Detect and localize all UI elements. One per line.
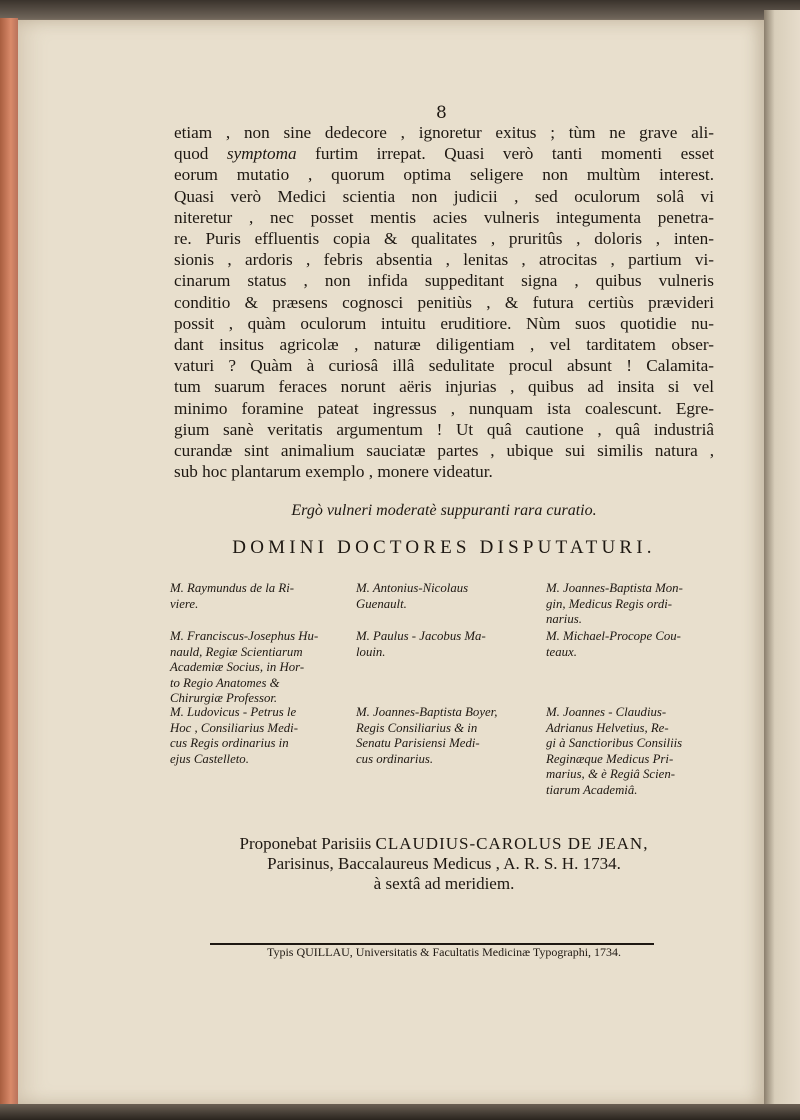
body-text-run: vaturi ? Quàm à curiosâ illâ sedulitate procul absunt ! Calamita- bbox=[174, 356, 714, 376]
doctor-entry-line: Reginæque Medicus Pri- bbox=[546, 751, 674, 766]
proponebat-line-3: à sextâ ad meridiem. bbox=[373, 874, 515, 893]
proponebat-line-1 bbox=[174, 834, 714, 854]
doctor-entry-line: tiarum Academiâ. bbox=[546, 782, 638, 797]
doctor-entry-line: Hoc , Consiliarius Medi- bbox=[170, 720, 298, 735]
doctor-entry-line: M. Paulus - Jacobus Ma- bbox=[356, 629, 486, 643]
body-line bbox=[174, 143, 714, 164]
doctor-entry-line: M. Joannes-Baptista Mon- bbox=[546, 581, 683, 595]
body-line bbox=[174, 164, 714, 185]
doctor-entry-line: ejus Castelleto. bbox=[170, 751, 249, 766]
body-text-run: eorum mutatio , quorum optima seligere non multùm interest. bbox=[174, 165, 714, 185]
body-text-run: Quasi verò Medici scientia non judicii , sed oculorum solâ vi bbox=[174, 186, 714, 206]
proponebat-prefix: Proponebat Parisiis bbox=[239, 834, 372, 853]
body-line bbox=[174, 334, 714, 355]
doctor-entry-line: narius. bbox=[546, 612, 582, 627]
body-line bbox=[174, 228, 714, 249]
doctor-entry-line: cus ordinarius. bbox=[356, 751, 434, 766]
body-text-run: curandæ sint animalium sauciatæ partes , ubique sui similis natura , bbox=[174, 441, 714, 461]
doctor-entry-line: louin. bbox=[356, 644, 386, 659]
doctor-entry bbox=[356, 581, 546, 629]
doctor-entry-line: nauld, Regiæ Scientiarum bbox=[170, 644, 303, 659]
doctor-entry-line: Academiæ Socius, in Hor- bbox=[170, 660, 305, 675]
body-paragraph bbox=[174, 122, 714, 482]
body-text-run: tum suarum feraces norunt aëris injurias , quibus ad insita si vel bbox=[174, 377, 714, 397]
doctor-entry bbox=[546, 629, 720, 705]
doctor-entry bbox=[356, 705, 546, 799]
candidate-name: CLAUDIUS-CAROLUS DE JEAN, bbox=[375, 834, 649, 853]
body-line bbox=[174, 461, 714, 482]
doctors-row bbox=[170, 629, 720, 705]
body-line bbox=[174, 207, 714, 228]
doctor-entry-line: Senatu Parisiensi Medi- bbox=[356, 736, 480, 751]
doctor-entry-line: M. Michael-Procope Cou- bbox=[546, 629, 681, 643]
page-number: 8 bbox=[436, 103, 447, 123]
doctor-entry bbox=[170, 629, 356, 705]
doctor-entry-line: cus Regis ordinarius in bbox=[170, 736, 289, 751]
body-text-run: quod bbox=[174, 144, 227, 164]
body-text-run: possit , quàm oculorum intuitu eruditiore. Nùm suos quotidie nu- bbox=[174, 313, 714, 333]
body-line bbox=[174, 122, 714, 143]
body-text-run: cinarum status , non infida suppeditant signa , quibus vulneris bbox=[174, 271, 714, 291]
doctor-entry bbox=[546, 581, 720, 629]
doctor-entry-line: viere. bbox=[170, 596, 199, 611]
body-line bbox=[174, 186, 714, 207]
body-text-run: sionis , ardoris , febris absentia , lenitas , atrocitas , partium vi- bbox=[174, 250, 714, 270]
doctor-entry-line: Regis Consiliarius & in bbox=[356, 720, 478, 735]
doctors-row bbox=[170, 705, 720, 799]
doctor-entry-line: teaux. bbox=[546, 644, 577, 659]
doctor-entry bbox=[356, 629, 546, 705]
body-line bbox=[174, 292, 714, 313]
body-line bbox=[174, 376, 714, 397]
doctor-entry-line: marius, & è Regiâ Scien- bbox=[546, 767, 676, 782]
printer-imprint: Typis QUILLAU, Universitatis & Facultatis Medicinæ Typographi, 1734. bbox=[266, 945, 622, 959]
body-text-run: gium sanè veritatis argumentum ! Ut quâ cautione , quâ industriâ bbox=[174, 419, 714, 439]
body-line bbox=[174, 398, 714, 419]
body-text-run: niteretur , nec posset mentis acies vulneris integumenta penetra- bbox=[174, 207, 714, 227]
doctor-entry-line: Adrianus Helvetius, Re- bbox=[546, 720, 669, 735]
doctor-entry-line: M. Joannes - Claudius- bbox=[546, 705, 667, 719]
body-text-run: conditio & præsens cognosci penitiùs , & futura certiùs prævideri bbox=[174, 292, 714, 312]
doctor-entry-line: to Regio Anatomes & bbox=[170, 675, 280, 690]
proponebat-block bbox=[174, 834, 714, 894]
body-line bbox=[174, 440, 714, 461]
body-text-run: etiam , non sine dedecore , ignoretur exitus ; tùm ne grave ali- bbox=[174, 123, 714, 142]
doctor-entry-line: Guenault. bbox=[356, 596, 407, 611]
doctor-entry-line: M. Joannes-Baptista Boyer, bbox=[356, 705, 498, 719]
doctor-entry-line: M. Raymundus de la Ri- bbox=[170, 581, 295, 595]
doctors-row bbox=[170, 581, 720, 629]
doctor-entry bbox=[170, 581, 356, 629]
body-line bbox=[174, 270, 714, 291]
doctor-entry-line: Chirurgiæ Professor. bbox=[170, 691, 278, 706]
doctors-list bbox=[170, 581, 720, 799]
doctor-entry-line: gi à Sanctioribus Consiliis bbox=[546, 736, 683, 751]
conclusion-line: Ergò vulneri moderatè suppuranti rara curatio. bbox=[291, 502, 597, 519]
body-text-run: minimo foramine pateat ingressus , nunquam ista coalescunt. Egre- bbox=[174, 398, 714, 418]
body-text-run: furtim irrepat. Quasi verò tanti momenti esset bbox=[296, 144, 714, 164]
body-text-run: sub hoc plantarum exemplo , monere videatur. bbox=[174, 462, 493, 482]
doctor-entry-line: M. Franciscus-Josephus Hu- bbox=[170, 629, 319, 643]
italic-term: symptoma bbox=[226, 144, 297, 164]
doctor-entry bbox=[546, 705, 720, 799]
doctors-heading: DOMINI DOCTORES DISPUTATURI. bbox=[232, 537, 656, 558]
doctor-entry-line: gin, Medicus Regis ordi- bbox=[546, 596, 673, 611]
body-line bbox=[174, 355, 714, 376]
doctor-entry-line: M. Antonius-Nicolaus bbox=[356, 581, 469, 595]
body-line bbox=[174, 419, 714, 440]
doctor-entry-line: M. Ludovicus - Petrus le bbox=[170, 705, 297, 719]
doctor-entry bbox=[170, 705, 356, 799]
proponebat-line-2: Parisinus, Baccalaureus Medicus , A. R. S. H. 1734. bbox=[267, 854, 621, 873]
body-line bbox=[174, 249, 714, 270]
body-line bbox=[174, 313, 714, 334]
body-text-run: re. Puris effluentis copia & qualitates , pruritûs , doloris , inten- bbox=[174, 229, 714, 249]
body-text-run: dant insitus agricolæ , naturæ diligentiam , vel tarditatem obser- bbox=[174, 335, 714, 355]
